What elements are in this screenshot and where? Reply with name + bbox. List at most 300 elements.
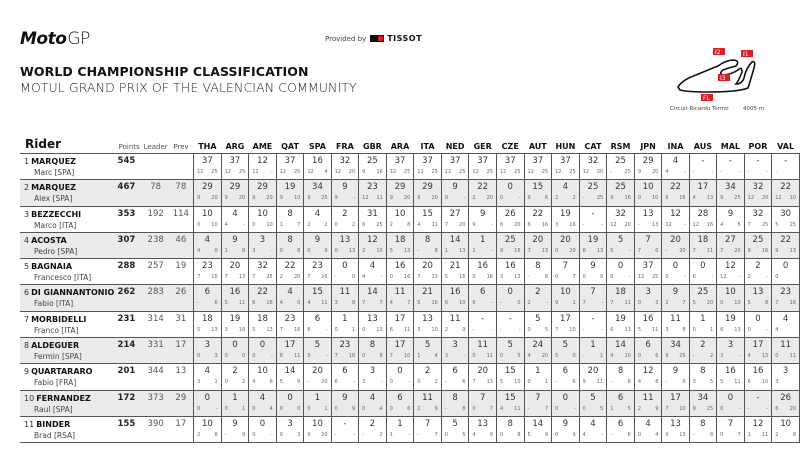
race-split-points <box>525 300 552 307</box>
race-points: 20 <box>238 195 246 202</box>
race-split-points <box>580 195 607 202</box>
race-result-cell <box>607 416 635 442</box>
race-total-points: 17 <box>752 340 764 351</box>
race-result-cell <box>469 206 497 232</box>
sprint-points: 0 <box>637 353 641 360</box>
race-total-points: 2 <box>342 208 348 219</box>
race-split-points <box>359 274 386 281</box>
race-result-cell <box>689 259 717 285</box>
sprint-points: 0 <box>472 405 476 412</box>
race-result-cell <box>221 206 249 232</box>
race-points: - <box>518 326 521 333</box>
race-split-points <box>717 406 744 413</box>
race-split-points <box>772 432 799 439</box>
race-split-points <box>525 274 552 281</box>
sprint-points: 9 <box>389 195 393 202</box>
page-title: WORLD CHAMPIONSHIP CLASSIFICATION <box>20 64 309 79</box>
race-points: 9 <box>324 247 328 254</box>
race-points: - <box>325 353 328 360</box>
race-total-points: 5 <box>535 313 541 324</box>
race-points: - <box>270 431 273 438</box>
race-points: 9 <box>351 405 356 412</box>
race-split-points <box>222 353 249 360</box>
race-points: 16 <box>541 221 549 228</box>
race-split-points <box>662 222 688 229</box>
race-result-cell <box>662 311 689 337</box>
race-result-cell <box>552 206 580 232</box>
race-result-cell <box>221 338 249 364</box>
rider-first-name: Marc [SPA] <box>34 168 75 177</box>
race-result-cell <box>772 232 800 258</box>
race-total-points: 8 <box>287 208 293 219</box>
race-points: 13 <box>706 195 714 202</box>
race-result-cell <box>469 154 497 180</box>
race-result-cell <box>386 364 414 390</box>
race-points: - <box>408 379 411 386</box>
race-total-points: 32 <box>752 182 764 193</box>
race-points: 8 <box>214 431 218 438</box>
race-total-points: 27 <box>725 234 736 245</box>
race-result-cell <box>662 364 689 390</box>
sprint-points: 0 <box>362 353 366 360</box>
race-result-cell <box>496 154 524 180</box>
race-result-cell <box>469 390 497 416</box>
race-total-points: 6 <box>452 366 458 377</box>
col-header-race: MAL <box>720 142 741 151</box>
sprint-points: 0 <box>389 405 393 412</box>
race-result-cell <box>524 364 552 390</box>
table-row <box>20 180 800 206</box>
race-result-cell <box>744 206 772 232</box>
race-result-cell <box>634 416 662 442</box>
race-points: 16 <box>431 300 438 307</box>
points-cell: 262 <box>116 285 143 311</box>
race-split-points <box>249 327 276 334</box>
race-points: 20 <box>734 247 741 254</box>
sprint-points: 1 <box>610 405 614 412</box>
race-split-points <box>442 432 469 439</box>
race-total-points: 2 <box>535 287 541 298</box>
sprint-points: - <box>582 353 585 360</box>
race-split-points <box>332 379 359 386</box>
race-split-points <box>717 432 744 439</box>
sprint-points: 5 <box>499 379 504 386</box>
race-points: - <box>601 300 604 307</box>
table-row <box>20 416 800 442</box>
race-result-cell <box>552 311 580 337</box>
race-split-points <box>690 222 717 229</box>
prev-gap-cell: 46 <box>169 232 194 258</box>
race-split-points <box>580 406 607 413</box>
rider-cell <box>20 206 116 232</box>
race-result-cell <box>221 154 249 180</box>
race-total-points: 4 <box>314 208 321 219</box>
race-points: - <box>491 247 493 254</box>
rider-first-name: Franco [ITA] <box>34 325 79 335</box>
race-points: 25 <box>789 221 796 228</box>
race-points: - <box>491 221 493 228</box>
race-split-points <box>469 300 496 307</box>
sprint-points: 2 <box>362 247 366 254</box>
race-split-points <box>277 406 304 413</box>
race-split-points <box>662 379 688 386</box>
race-points: 13 <box>734 326 741 333</box>
race-points: 20 <box>624 221 631 228</box>
svg-text:I2: I2 <box>715 49 721 56</box>
sprint-points: 12 <box>582 169 590 175</box>
race-total-points: 22 <box>477 182 489 193</box>
race-points: 20 <box>596 169 604 175</box>
race-split-points <box>414 300 441 307</box>
race-points: 10 <box>403 353 411 360</box>
race-result-cell <box>249 154 277 180</box>
race-points: 16 <box>403 274 411 281</box>
race-result-cell <box>221 285 249 311</box>
race-total-points: 10 <box>201 418 213 429</box>
race-split-points <box>745 353 772 360</box>
sprint-points: 6 <box>499 221 504 228</box>
race-points: 8 <box>709 431 714 438</box>
race-total-points: 6 <box>314 313 321 324</box>
sprint-points: 9 <box>224 195 228 202</box>
race-split-points <box>552 327 579 334</box>
sprint-points: - <box>610 169 613 175</box>
race-result-cell <box>634 206 662 232</box>
race-result-cell <box>744 285 772 311</box>
race-points: 20 <box>514 221 521 228</box>
points-cell: 288 <box>116 259 143 285</box>
race-split-points <box>222 406 249 413</box>
sprint-points: 0 <box>527 379 531 386</box>
race-result-cell <box>717 390 745 416</box>
race-result-cell <box>552 232 580 258</box>
provided-by-label: Provided by <box>325 34 367 43</box>
race-result-cell <box>221 232 249 258</box>
race-total-points: 17 <box>284 340 296 351</box>
race-total-points: 7 <box>590 287 596 298</box>
sprint-points: 0 <box>499 431 504 438</box>
race-points: 25 <box>321 195 328 202</box>
race-result-cell <box>359 180 387 206</box>
race-points: - <box>243 221 246 228</box>
sprint-points: 1 <box>224 247 228 254</box>
race-total-points: 1 <box>479 234 486 245</box>
rider-name <box>24 393 116 404</box>
race-points: 10 <box>266 221 273 228</box>
race-split-points <box>497 300 524 307</box>
race-points: - <box>353 195 356 202</box>
race-total-points: 8 <box>617 366 624 377</box>
race-points: 20 <box>211 195 218 202</box>
sponsor-name: TISSOT <box>387 34 423 43</box>
race-points: - <box>683 221 686 228</box>
points-cell: 353 <box>116 206 143 232</box>
race-result-cell <box>221 259 249 285</box>
rider-first-name: Marco [ITA] <box>34 220 77 230</box>
race-result-cell <box>304 364 331 390</box>
sprint-points: 1 <box>747 431 751 438</box>
race-points: 25 <box>211 169 218 175</box>
race-result-cell <box>552 285 580 311</box>
svg-text:I1: I1 <box>743 51 749 58</box>
col-header-points: Points <box>118 143 140 151</box>
race-total-points: 18 <box>394 234 406 245</box>
logo-suffix-text: GP <box>67 29 90 49</box>
race-split-points <box>772 327 799 334</box>
race-total-points: 20 <box>587 366 599 377</box>
race-result-cell <box>414 285 442 311</box>
rider-name <box>24 340 116 351</box>
sprint-points: 0 <box>362 326 366 333</box>
race-result-cell <box>386 338 414 364</box>
race-result-cell <box>689 206 717 232</box>
race-result-cell <box>441 338 469 364</box>
race-split-points <box>249 274 276 281</box>
race-points: - <box>601 221 604 228</box>
race-total-points: - <box>481 313 485 324</box>
sprint-points: 0 <box>775 353 779 360</box>
race-split-points <box>635 195 662 202</box>
race-total-points: 0 <box>755 313 761 324</box>
race-split-points <box>717 222 744 229</box>
race-total-points: 37 <box>504 156 516 166</box>
race-split-points <box>717 274 744 281</box>
sprint-points: 0 <box>224 379 228 386</box>
points-cell: 155 <box>116 416 143 442</box>
sprint-points: - <box>527 274 530 281</box>
sprint-points: 4 <box>417 221 421 228</box>
race-points: 20 <box>266 195 273 202</box>
race-split-points <box>662 274 688 281</box>
race-split-points <box>635 300 662 307</box>
table-row <box>20 364 800 390</box>
col-header-rider: Rider <box>25 137 61 151</box>
sprint-points: 9 <box>692 405 696 412</box>
race-result-cell <box>662 390 689 416</box>
sprint-points: 2 <box>747 274 751 281</box>
sprint-points: 12 <box>472 169 479 175</box>
sprint-points: - <box>582 195 585 202</box>
race-total-points: 6 <box>562 366 569 377</box>
rider-position: 4 <box>24 235 30 245</box>
race-split-points <box>635 432 662 439</box>
race-split-points <box>772 379 799 386</box>
rider-name <box>24 156 116 167</box>
race-result-cell <box>249 232 277 258</box>
race-total-points: 32 <box>752 208 764 219</box>
race-points: 9 <box>489 431 493 438</box>
race-result-cell <box>414 259 442 285</box>
race-split-points <box>690 379 717 386</box>
race-points: 16 <box>789 300 796 307</box>
col-header-race: ARA <box>390 142 410 151</box>
race-total-points: 19 <box>725 313 736 324</box>
race-result-cell <box>249 311 277 337</box>
sprint-points: 6 <box>279 353 283 360</box>
race-split-points <box>717 327 744 334</box>
race-total-points: 2 <box>755 261 761 272</box>
sprint-points: 1 <box>417 353 421 360</box>
race-split-points <box>194 222 221 229</box>
race-total-points: 20 <box>477 366 489 377</box>
rider-first-name: Francesco [ITA] <box>34 273 92 283</box>
race-total-points: 23 <box>780 287 792 298</box>
race-total-points: 10 <box>257 208 268 219</box>
race-result-cell <box>441 285 469 311</box>
race-result-cell <box>441 416 469 442</box>
race-split-points <box>222 432 249 439</box>
race-result-cell <box>249 259 277 285</box>
race-total-points: 10 <box>201 208 213 219</box>
sprint-points: 6 <box>582 247 586 254</box>
table-row <box>20 259 800 285</box>
motogp-logo <box>20 31 90 47</box>
rider-name <box>24 235 116 246</box>
race-split-points <box>194 195 221 202</box>
race-result-cell <box>607 206 635 232</box>
race-split-points <box>469 432 496 439</box>
race-total-points: 9 <box>342 182 348 193</box>
prev-gap-cell: 114 <box>169 206 194 232</box>
race-total-points: 23 <box>201 261 213 272</box>
race-total-points: 30 <box>780 208 792 219</box>
race-total-points: 9 <box>590 261 596 272</box>
rider-position: 1 <box>24 157 30 166</box>
race-points: 10 <box>321 431 328 438</box>
sprint-points: 2 <box>417 405 421 412</box>
race-split-points <box>635 327 662 334</box>
race-split-points <box>525 379 552 386</box>
race-points: 4 <box>269 405 273 412</box>
rider-cell <box>20 364 116 390</box>
race-split-points <box>772 353 799 360</box>
race-split-points <box>717 379 744 386</box>
race-total-points: 15 <box>504 366 516 377</box>
race-points: 1 <box>709 326 714 333</box>
tissot-logo-icon <box>370 35 384 42</box>
prev-gap-cell: 78 <box>169 180 194 206</box>
sprint-points: 6 <box>610 326 614 333</box>
race-split-points <box>277 222 304 229</box>
race-points: 4 <box>434 353 438 360</box>
race-points: 13 <box>238 274 246 281</box>
race-points: 10 <box>293 195 301 202</box>
race-total-points: 25 <box>504 234 516 245</box>
sprint-points: 9 <box>747 247 751 254</box>
race-points: 16 <box>211 274 218 281</box>
sprint-points: 1 <box>389 431 393 438</box>
sprint-points: 9 <box>307 195 311 202</box>
sprint-points: 12 <box>555 169 562 175</box>
sprint-points: 0 <box>224 405 228 412</box>
sprint-points: 9 <box>362 169 366 175</box>
race-split-points <box>690 274 717 281</box>
race-points: 11 <box>238 300 246 307</box>
race-total-points: 9 <box>672 366 679 377</box>
race-result-cell <box>744 338 772 364</box>
race-total-points: - <box>591 208 595 219</box>
race-split-points <box>662 169 688 176</box>
sprint-points: 12 <box>692 221 699 228</box>
race-points: - <box>766 326 769 333</box>
race-result-cell <box>552 364 580 390</box>
race-split-points <box>387 300 414 307</box>
sprint-points: 5 <box>527 431 531 438</box>
race-result-cell <box>717 154 745 180</box>
sprint-points: 9 <box>499 247 504 254</box>
race-result-cell <box>524 206 552 232</box>
race-split-points <box>387 222 414 229</box>
race-result-cell <box>496 364 524 390</box>
col-header-race: CAT <box>584 142 602 151</box>
race-split-points <box>662 406 688 413</box>
race-split-points <box>552 169 579 176</box>
rider-cell <box>20 180 116 206</box>
race-result-cell <box>772 390 800 416</box>
race-result-cell <box>331 338 359 364</box>
prev-gap-cell: 13 <box>169 364 194 390</box>
race-split-points <box>332 406 359 413</box>
race-points: 25 <box>403 169 411 175</box>
table-row <box>20 285 800 311</box>
race-split-points <box>194 432 221 439</box>
race-total-points: 29 <box>257 182 268 193</box>
race-total-points: 11 <box>780 340 792 351</box>
sprint-points: - <box>334 274 337 281</box>
sprint-points: 0 <box>555 274 559 281</box>
col-header-race: FRA <box>335 142 354 151</box>
race-result-cell <box>194 416 222 442</box>
rider-cell <box>20 390 116 416</box>
race-result-cell <box>524 259 552 285</box>
race-points: 10 <box>211 221 218 228</box>
race-split-points <box>580 300 607 307</box>
race-points: 0 <box>351 274 356 281</box>
race-points: 10 <box>376 247 383 254</box>
race-total-points: 0 <box>204 392 211 403</box>
race-total-points: 34 <box>670 340 681 351</box>
race-result-cell <box>744 311 772 337</box>
race-points: - <box>766 274 769 281</box>
race-total-points: 12 <box>257 156 268 166</box>
race-result-cell <box>772 338 800 364</box>
prev-gap-cell: 29 <box>169 390 194 416</box>
sprint-points: 2 <box>637 405 641 412</box>
race-split-points <box>359 169 386 176</box>
race-points: - <box>711 169 714 175</box>
race-split-points <box>690 406 717 413</box>
race-points: 6 <box>572 379 576 386</box>
race-split-points <box>387 169 414 176</box>
race-result-cell <box>579 390 607 416</box>
race-total-points: 34 <box>725 182 736 193</box>
race-total-points: 11 <box>449 313 461 324</box>
race-points: - <box>738 405 741 412</box>
race-result-cell <box>496 285 524 311</box>
race-split-points <box>249 222 276 229</box>
race-split-points <box>552 300 579 307</box>
race-result-cell <box>662 180 689 206</box>
sprint-points: 12 <box>307 169 314 175</box>
sprint-points: 4 <box>472 431 476 438</box>
race-points: 7 <box>407 300 411 307</box>
race-total-points: 5 <box>452 418 458 429</box>
race-result-cell <box>194 285 222 311</box>
sprint-points: 3 <box>499 274 504 281</box>
race-total-points: 13 <box>670 418 681 429</box>
race-result-cell <box>634 390 662 416</box>
race-split-points <box>662 300 688 307</box>
